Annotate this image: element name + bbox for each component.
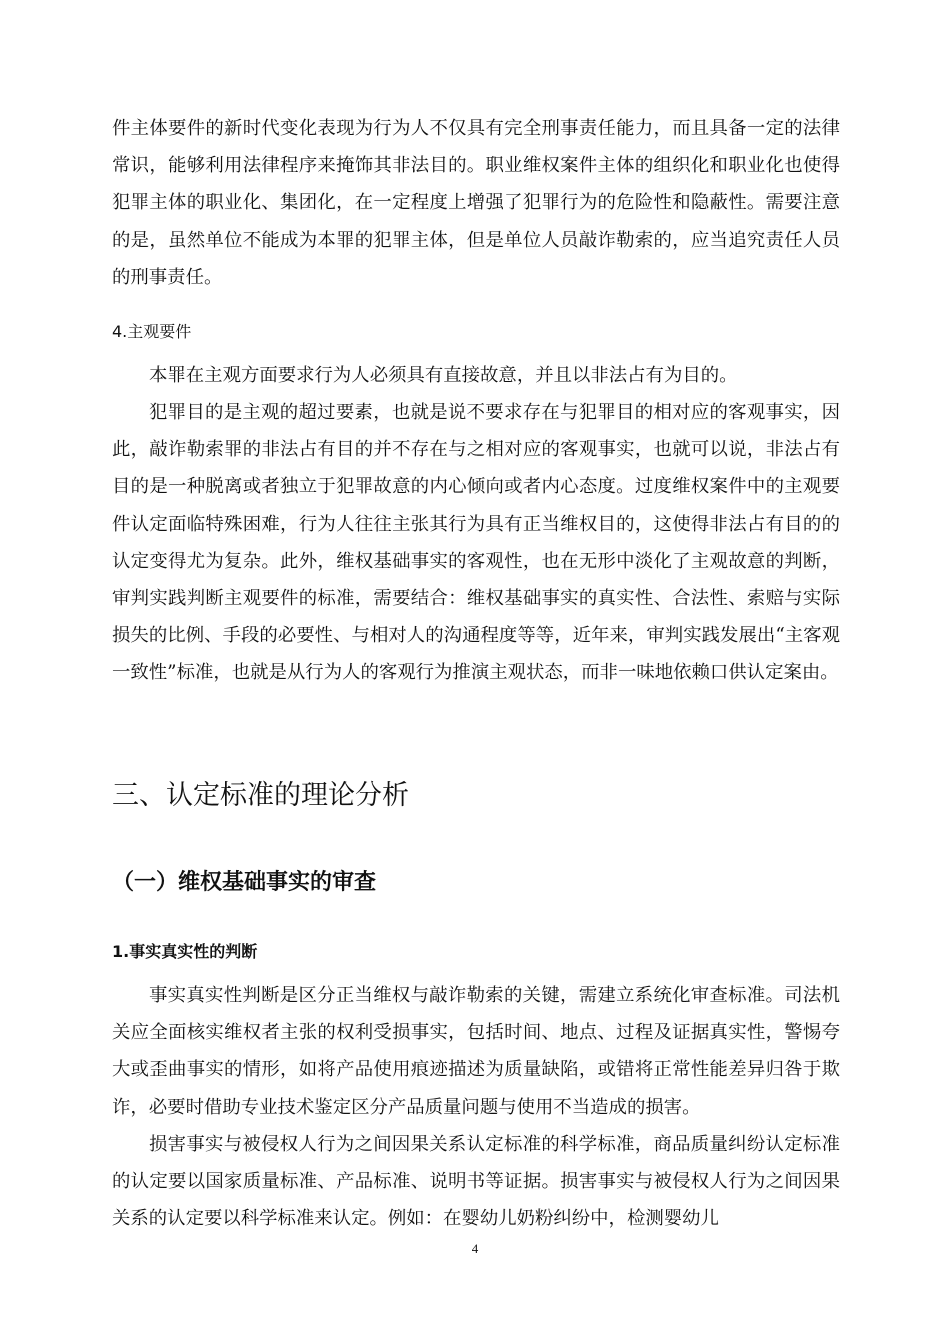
page-number: 4: [471, 1241, 479, 1256]
paragraph-fact-authenticity: 事实真实性判断是区分正当维权与敲诈勒索的关键，需建立系统化审查标准。司法机关应全面核实维权者主张的权利受损事实，包括时间、地点、过程及证据真实性，警惕夸大或歪曲事实的情形，如将产品使用痕迹描述为质量缺陷，或错将正常性能差异归咎于欺诈，必要时借助专业技术鉴定区分产品质量问题与使用不当造成的损害。: [112, 985, 840, 1118]
heading-subjective-element: 4.主观要件: [112, 322, 192, 341]
paragraph-subject-continuation: 件主体要件的新时代变化表现为行为人不仅具有完全刑事责任能力，而且具备一定的法律常识，能够利用法律程序来掩饰其非法目的。职业维权案件主体的组织化和职业化也使得犯罪主体的职业化、集团化，在一定程度上增强了犯罪行为的危险性和隐蔽性。需要注意的是，虽然单位不能成为本罪的犯罪主体，但是单位人员敲诈勒索的，应当追究责任人员的刑事责任。: [112, 118, 840, 288]
paragraph-causation: 损害事实与被侵权人行为之间因果关系认定标准的科学标准，商品质量纠纷认定标准的认定要以国家质量标准、产品标准、说明书等证据。损害事实与被侵权人行为之间因果关系的认定要以科学标准来认定。例如：在婴幼儿奶粉纠纷中，检测婴幼儿: [112, 1134, 840, 1230]
heading-fact-authenticity: 1.事实真实性的判断: [112, 942, 258, 961]
paragraph-criminal-purpose: 犯罪目的是主观的超过要素，也就是说不要求存在与犯罪目的相对应的客观事实，因此，敲诈勒索罪的非法占有目的并不存在与之相对应的客观事实，也就可以说，非法占有目的是一种脱离或者独立于犯罪故意的内心倾向或者内心态度。过度维权案件中的主观要件认定面临特殊困难，行为人往往主张其行为具有正当维权目的，这使得非法占有目的的认定变得尤为复杂。此外，维权基础事实的客观性，也在无形中淡化了主观故意的判断，审判实践判断主观要件的标准，需要结合：维权基础事实的真实性、合法性、索赔与实际损失的比例、手段的必要性、与相对人的沟通程度等等，近年来，审判实践发展出“主客观一致性”标准，也就是从行为人的客观行为推演主观状态，而非一味地依赖口供认定案由。: [112, 402, 840, 684]
section-heading: 三、认定标准的理论分析: [112, 780, 409, 811]
subsection-heading: （一）维权基础事实的审查: [112, 870, 377, 895]
paragraph-subjective-intent: 本罪在主观方面要求行为人必须具有直接故意，并且以非法占有为目的。: [149, 365, 738, 386]
